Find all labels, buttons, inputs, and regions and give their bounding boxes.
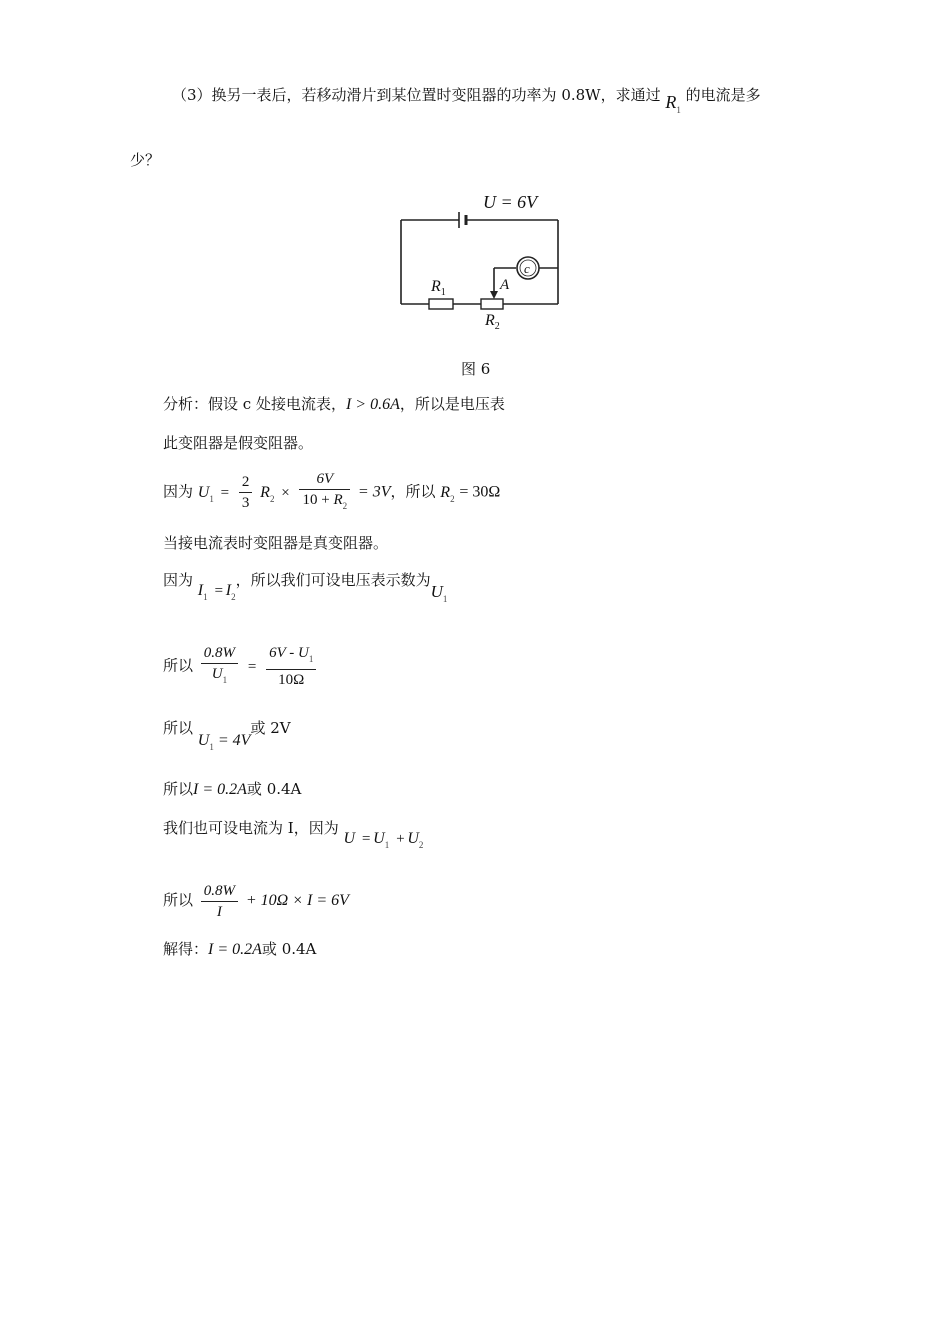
real-rheostat-line: 当接电流表时变阻器是真变阻器。 (163, 534, 389, 552)
fake-rheostat-line: 此变阻器是假变阻器。 (163, 434, 314, 452)
rheostat-r2 (481, 299, 503, 309)
fraction-current: $\frac{6V - U_1}{10\Omega}$ (266, 644, 316, 689)
meter-label: c (524, 261, 530, 276)
u1-result-line: 所以 $U_1 = 4V$或 2V (163, 719, 291, 752)
circuit-diagram (395, 188, 570, 338)
analysis-line: 分析：假设 c 处接电流表，I > 0.6A，所以是电压表 (163, 395, 505, 413)
fraction-power-over-i: $\frac{0.8W}{I}$ (201, 882, 238, 921)
question-suffix: 的电流是多 (685, 86, 761, 104)
alternative-line: 我们也可设电流为 I，因为 $U = U_1 + U_2$ (163, 819, 424, 850)
voltage-label: U = 6V (483, 192, 538, 212)
question-line-2: 少？ (130, 151, 161, 169)
resistor-r1 (429, 299, 453, 309)
current-equal-line: 因为 $I_1 = I_2$，所以我们可设电压表示数为$U_1$ (163, 571, 448, 604)
solution-result-line: 解得：I = 0.2A或 0.4A (163, 940, 317, 958)
point-a-label: A (500, 277, 510, 293)
equation-r2-line: 因为 $U_1$ = $\frac{2}{3}$ $R_2$ × $\frac{6V}{10 + R_2}$ = 3V，所以 $R_2 = 30\Omega$ (163, 470, 500, 519)
r2-label: $R_2$ (485, 312, 500, 332)
fraction-two-thirds: $\frac{2}{3}$ (239, 473, 253, 512)
question-prefix: （3）换另一表后，若移动滑片到某位置时变阻器的功率为 0.8W，求通过 (172, 86, 661, 104)
series-equation-line: 所以 $\frac{0.8W}{I}$ + 10Ω × I = 6V (163, 882, 349, 920)
fraction-voltage-divider: $\frac{6V}{10 + R_2}$ (299, 470, 350, 515)
power-equation-line: 所以 $\frac{0.8W}{U_1}$ = $\frac{6V - U_1}{10\Omega}$ (163, 644, 319, 689)
i-result-line: 所以I = 0.2A或 0.4A (163, 780, 302, 798)
fraction-power-over-u1: $\frac{0.8W}{U_1}$ (201, 644, 238, 689)
question-line-1 (172, 84, 761, 115)
slider-arrow-icon (490, 291, 498, 299)
r1-label: $R_1$ (431, 278, 446, 298)
r1-symbol: $R_1$ (665, 92, 681, 115)
figure-caption: 图 6 (461, 360, 491, 378)
